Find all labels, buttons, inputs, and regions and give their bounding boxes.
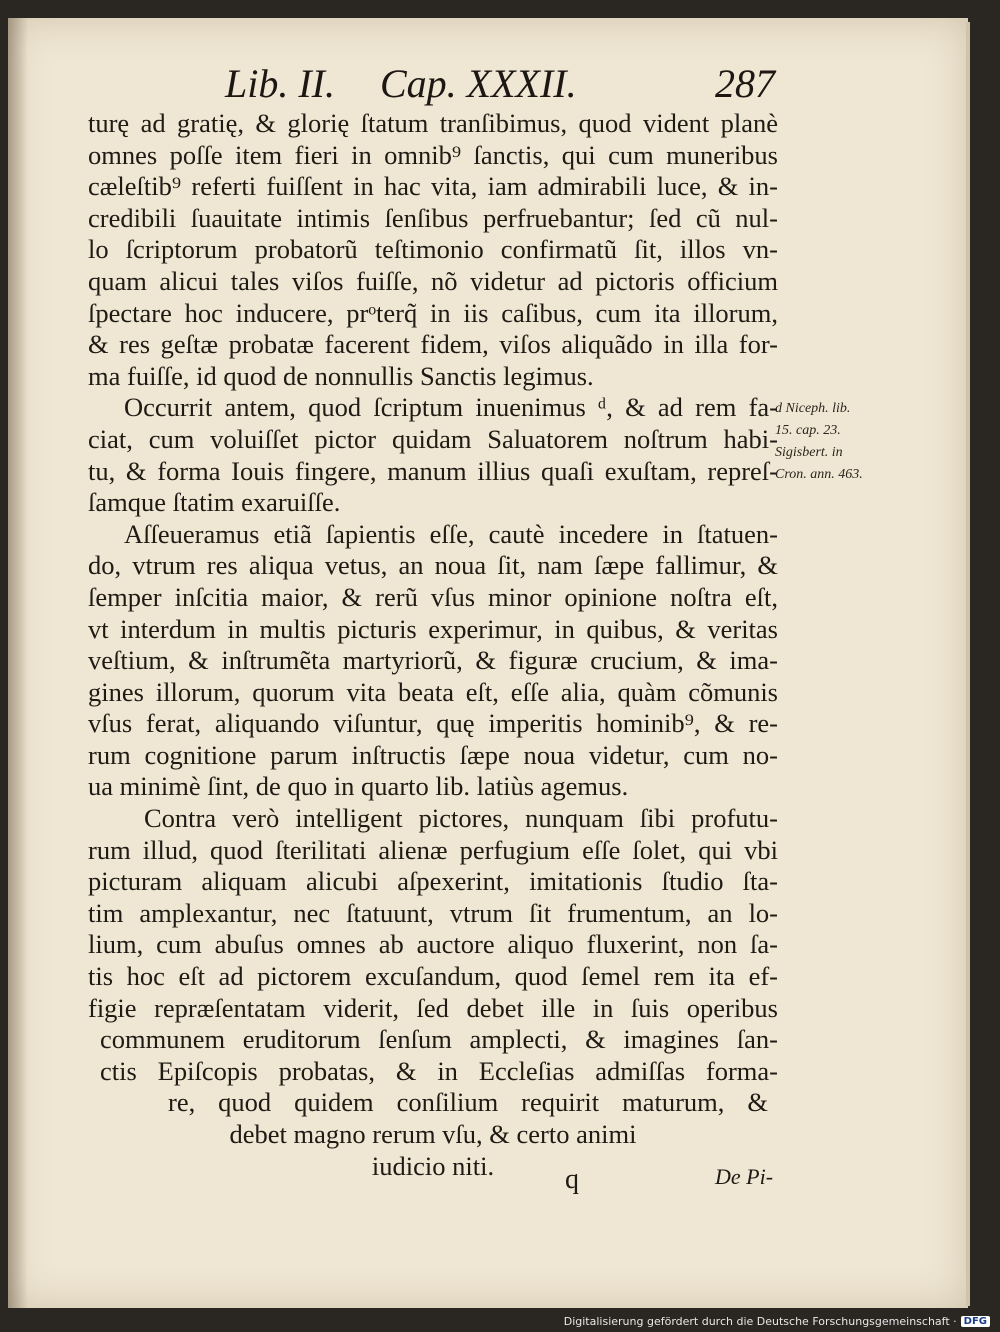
- text-line: gines illorum, quorum vita beata eſt, eſſe alia, quàm cõmunis: [88, 676, 778, 707]
- margin-note-line: Sigisbert. in: [775, 445, 843, 460]
- text-line: credibili ſuauitate intimis ſenſibus perfruebantur; ſed cũ nul-: [88, 202, 778, 233]
- text-line: & res geſtæ probatæ facerent fidem, viſos aliquãdo in illa for-: [88, 329, 778, 360]
- text-line: ctis Epiſcopis probatas, & in Eccleſias admiſſas forma-: [100, 1055, 778, 1086]
- text-line: communem eruditorum ſenſum amplecti, & imagines ſan-: [100, 1024, 778, 1055]
- header-chapter: Cap. XXXII.: [380, 61, 577, 106]
- text-line: iudicio niti.: [371, 1150, 495, 1181]
- margin-note-line: d Niceph. lib.: [775, 401, 851, 416]
- digitization-footer: [564, 1315, 990, 1328]
- dfg-logo-icon: DFG: [961, 1316, 990, 1327]
- text-line: ſamque ſtatim exaruiſſe.: [88, 487, 341, 518]
- footer-text: Digitalisierung gefördert durch die Deutsche Forschungsgemeinschaft ·: [563, 1315, 957, 1328]
- text-line: tis hoc eſt ad pictorem excuſandum, quod ſemel rem ita ef-: [88, 961, 778, 992]
- text-line: cæleſtib⁹ referti fuiſſent in hac vita, iam admirabili luce, & in-: [88, 171, 778, 202]
- running-header: [225, 60, 780, 110]
- page-number: 287: [715, 61, 775, 106]
- text-line: ciat, cum voluiſſet pictor quidam Saluatorem noſtrum habi-: [88, 423, 778, 454]
- text-line: Occurrit antem, quod ſcriptum inuenimus ᵈ, & ad rem fa-: [124, 392, 778, 423]
- text-line: quam alicui tales viſos fuiſſe, nõ videtur ad pictoris officium: [88, 265, 778, 296]
- text-line: vt interdum in multis picturis experimur, in quibus, & veritas: [88, 613, 778, 644]
- text-line: lium, cum abuſus omnes ab auctore aliquo fluxerint, non ſa-: [88, 929, 778, 960]
- text-line: vſus ferat, aliquando viſuntur, quę imperitis hominib⁹, & re-: [88, 708, 778, 739]
- text-line: ma fuiſſe, id quod de nonnullis Sanctis legimus.: [88, 360, 594, 391]
- text-line: omnes poſſe item fieri in omnib⁹ ſanctis, qui cum muneribus: [88, 139, 778, 170]
- text-line: tim amplexantur, nec ſtatuunt, vtrum ſit frumentum, an lo-: [88, 897, 778, 928]
- text-line: Contra verò intelligent pictores, nunquam ſibi profutu-: [144, 803, 778, 834]
- text-line: ſemper inſcitia maior, & rerũ vſus minor opinione noſtra eſt,: [88, 581, 778, 612]
- text-line: ua minimè ſint, de quo in quarto lib. latiùs agemus.: [88, 771, 629, 802]
- header-book: Lib. II.: [225, 61, 335, 106]
- page-edge: [966, 22, 970, 1306]
- text-line: rum cognitione parum inſtructis ſæpe noua videtur, cum no-: [88, 739, 778, 770]
- margin-note-line: Cron. ann. 463.: [775, 467, 863, 482]
- marginal-note: [775, 398, 895, 486]
- text-line: figie repræſentatam viderit, ſed debet ille in ſuis operibus: [88, 992, 778, 1023]
- text-line: rum illud, quod ſterilitati alienæ perfugium eſſe ſolet, qui vbi: [88, 834, 778, 865]
- text-line: veſtium, & inſtrumẽta martyriorũ, & figuræ crucium, & ima-: [88, 645, 778, 676]
- text-line: lo ſcriptorum probatorũ teſtimonio confirmatũ ſit, illos vn-: [88, 234, 778, 265]
- text-line: re, quod quidem conſilium requirit maturum, &: [168, 1087, 768, 1118]
- text-line: debet magno rerum vſu, & certo animi: [229, 1119, 637, 1149]
- text-line: tu, & forma Iouis fingere, manum illius quaſi exuſtam, repreſ-: [88, 455, 778, 486]
- text-line: picturam aliquam alicubi aſpexerint, imitationis ſtudio ſta-: [88, 866, 778, 897]
- text-line: do, vtrum res aliqua vetus, an noua ſit, nam ſæpe fallimur, &: [88, 550, 778, 581]
- text-line: turę ad gratię, & glorię ſtatum tranſibimus, quod vident planè: [88, 108, 778, 138]
- spine-shadow: [8, 18, 28, 1308]
- text-line: ſpectare hoc inducere, prᵒterq̃ in iis caſibus, cum ita illorum,: [88, 297, 778, 328]
- catchword: De Pi-: [715, 1164, 774, 1189]
- text-line: Aſſeueramus etiã ſapientis eſſe, cautè incedere in ſtatuen-: [124, 518, 778, 549]
- margin-note-line: 15. cap. 23.: [775, 423, 841, 438]
- body-text: [88, 108, 778, 1182]
- signature-mark: q: [565, 1164, 579, 1195]
